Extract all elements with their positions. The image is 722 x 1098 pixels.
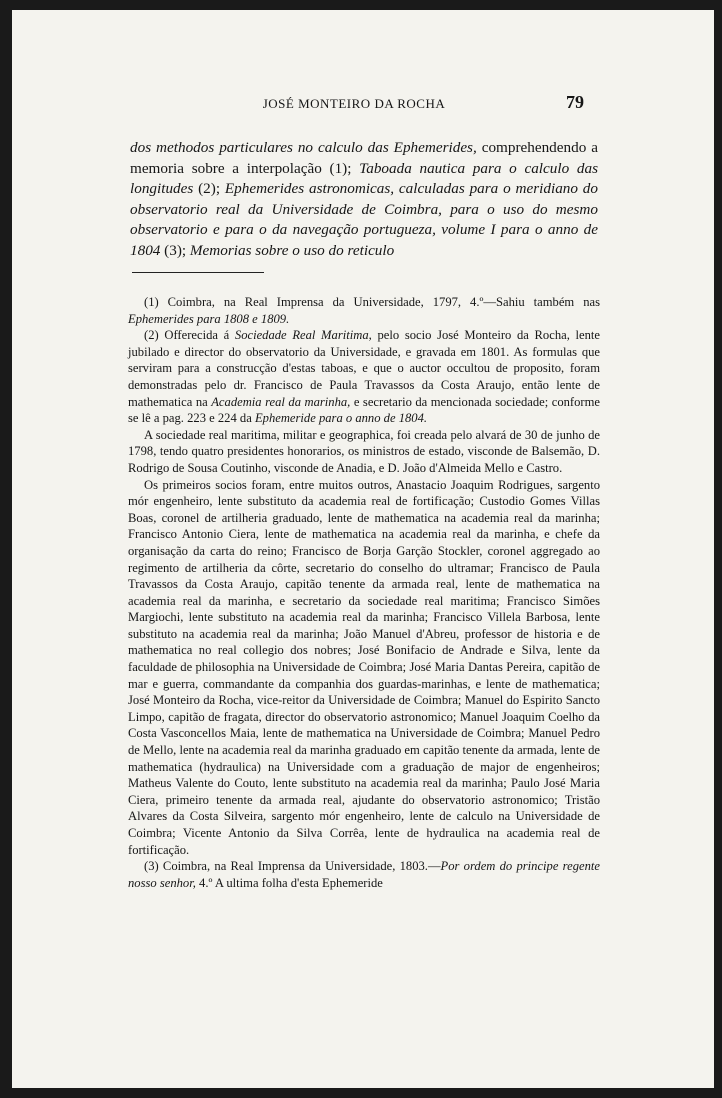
main-text-italic: Memorias sobre o uso do reticulo [189,241,395,259]
running-head: JOSÉ MONTEIRO DA ROCHA [262,96,446,111]
note-italic: Por ordem do principe regente nosso senhor, [128,859,600,890]
footnote-2 [128,327,600,427]
note-span: 4.º A ultima folha d'esta Ephemeride [195,875,383,890]
footnote-paragraph-society: A sociedade real maritima, militar e geographica, foi creada pelo alvará de 30 de junho de 1798, tendo quatro presidentes honorarios, os ministros de estado, visconde de Balsemão, D. Rodrigo de Sousa Coutinho, visconde de Anadia, e D. João d'Almeida Mello e Castro. [128,427,600,475]
footnote-1 [128,294,600,327]
footnotes [128,294,600,891]
note-span: (1) Coimbra, na Real Imprensa da Universidade, 1797, 4.º—Sahiu também nas [144,295,600,309]
note-italic: Sociedade Real Maritima, [234,328,372,343]
main-text-italic: dos methodos particulares no calculo das Ephemerides, [130,139,477,156]
note-italic: Ephemeride para o anno de 1804. [254,411,428,426]
note-span: (3) Coimbra, na Real Imprensa da Universidade, 1803.— [144,859,441,874]
page-header [124,92,584,116]
main-text-span: comprehendendo a memoria sobre a interpolação (1); [130,139,598,177]
footnote-3 [128,858,600,891]
note-italic: Academia real da marinha, [211,394,351,409]
book-page [12,10,714,1088]
footnote-paragraph-members: Os primeiros socios foram, entre muitos outros, Anastacio Joaquim Rodrigues, sargento mór engenheiro, lente substituto da academia real de fortificação; Custodio Gomes Villas Boas, coronel de artilheria graduado, lente de mathematica na academia real da marinha; Francisco Antonio Ciera, lente de mathematica na academia real da marinha, e chefe da organisação da carta do reino; Francisco de Borja Garção Stockler, coronel aggregado ao regimento de artilheria da côrte, secretario do conselho do ultramar; Francisco de Paula Travassos da Costa Araujo, capitão tenente da armada real, lente de mathematica na academia real da marinha, e secretario da sociedade real maritima; Francisco Simões Margiochi, lente substituto na academia real da marinha; Francisco Villela Barbosa, lente substituto na academia real da marinha; João Manuel d'Abreu, professor de historia e de mathematica no real collegio dos nobres; José Bonifacio de Andrade e Silva, lente da faculdade de philosophia na Universidade de Coimbra; José Maria Dantas Pereira, capitão de mar e guerra, commandante da companhia dos guardas-marinhas, e lente de mathematica; José Monteiro da Rocha, vice-reitor da Universidade de Coimbra; Manuel do Espirito Sancto Limpo, capitão de fragata, director do observatorio astronomico; Manuel Joaquim Coelho da Costa Vasconcellos Maia, lente de mathematica na Universidade de Coimbra; Manuel Pedro de Mello, lente na academia real da marinha graduado em capitão tenente da armada, lente de mathematica (hydraulica) na Universidade com a graduação de major de engenheiros; Matheus Valente do Couto, lente substituto na academia real da marinha; Paulo José Maria Ciera, primeiro tenente da armada real, ajudante do observatorio astronomico; Tristão Alvares da Costa Silveira, sargento mór engenheiro, lente de calculo na Universidade de Coimbra; Vicente Antonio da Silva Corrêa, lente de hydraulica na academia real de fortificação. [128,477,600,857]
page-number: 79 [566,92,584,112]
note-span: pelo socio José Monteiro da Rocha, lente jubilado e director do observatorio da Universidade, e gravada em 1801. As formulas que serviram para a construcção d'estas taboas, e que o auctor occultou de proposito, foram demonstradas pelo dr. Francisco de Paula Travassos da Costa Araujo, então lente de mathematica na [128,328,600,409]
footnote-separator [132,272,264,273]
main-text-span: (2); [193,180,225,197]
main-text-italic: Taboada nautica para o calculo das longitudes [130,159,598,197]
main-text-span: (3); [160,241,190,259]
note-span: (2) Offerecida á [144,328,235,343]
note-span: e secretario da mencionada sociedade; conforme se lê a pag. 223 e 224 da [128,394,601,426]
main-text [130,138,598,261]
note-italic: Ephemerides para 1808 e 1809. [128,311,290,326]
main-text-italic: Ephemerides astronomicas, calculadas para o meridiano do observatorio real da Universidade de Coimbra, para o uso do mesmo observatorio e para o da navegação portugueza, volume I para o anno de 1804 [130,180,598,259]
